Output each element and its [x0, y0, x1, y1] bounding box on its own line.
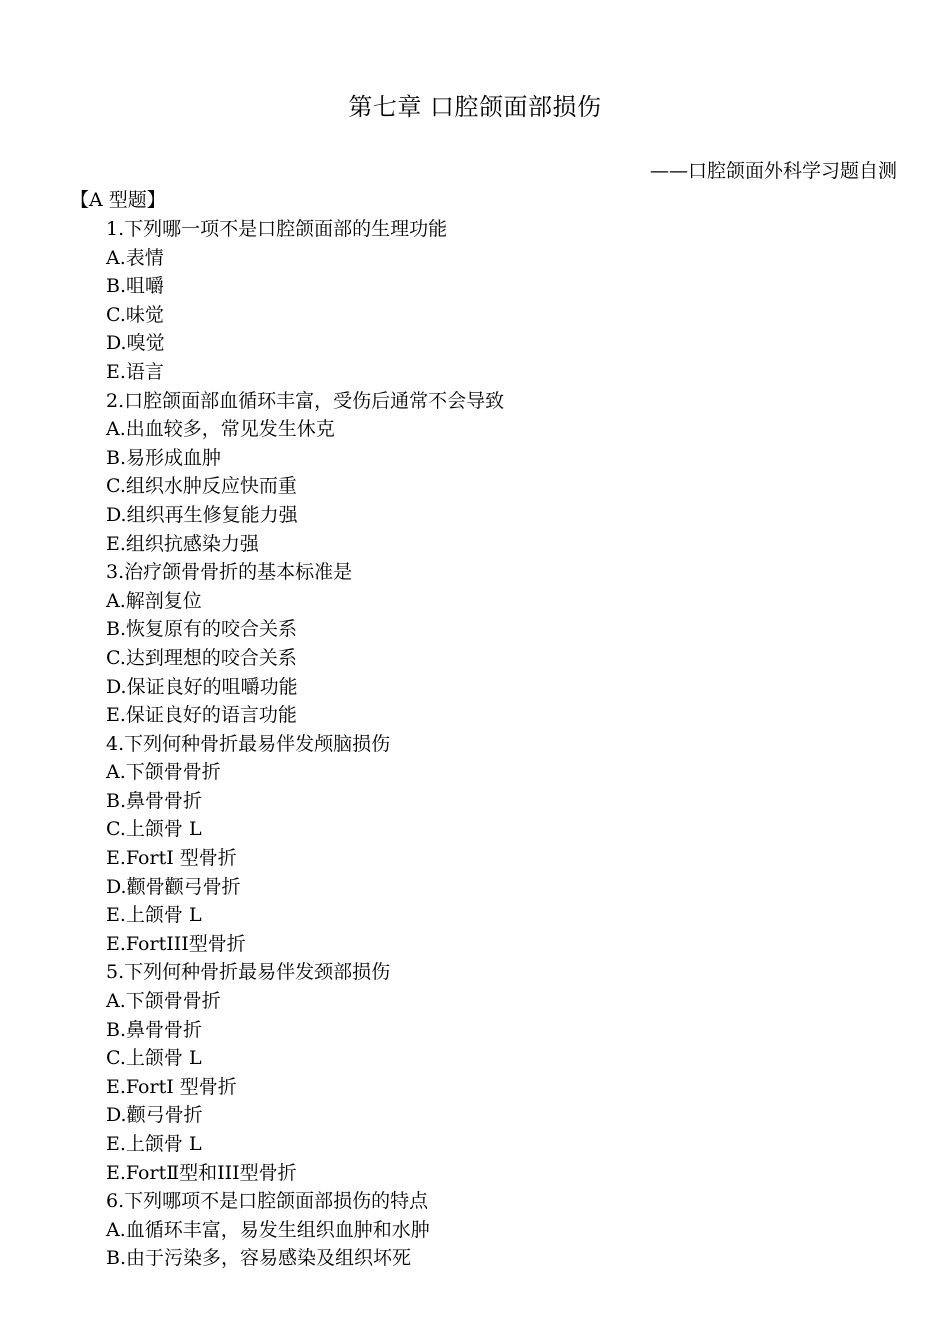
- question-stem: 6.下列哪项不是口腔颌面部损伤的特点: [106, 1190, 429, 1213]
- answer-option: E.FortI 型骨折: [106, 1075, 237, 1098]
- answer-option: E.FortIII型骨折: [106, 932, 246, 955]
- answer-option: C.组织水肿反应快而重: [106, 475, 297, 498]
- question-stem: 4.下列何种骨折最易伴发颅脑损伤: [106, 732, 391, 755]
- answer-option: E.FortI 型骨折: [106, 847, 237, 870]
- document-subtitle: ——口腔颌面外科学习题自测: [649, 160, 897, 182]
- answer-option: A.表情: [106, 246, 164, 269]
- answer-option: C.上颌骨 L: [106, 818, 202, 841]
- answer-option: B.咀嚼: [106, 275, 165, 298]
- answer-option: A.下颌骨骨折: [106, 990, 221, 1013]
- answer-option: A.出血较多，常见发生休克: [106, 418, 335, 441]
- answer-option: D.颧弓骨折: [106, 1104, 203, 1127]
- answer-option: E.组织抗感染力强: [106, 532, 259, 555]
- answer-option: A.血循环丰富，易发生组织血肿和水肿: [106, 1218, 430, 1241]
- question-stem: 3.治疗颌骨骨折的基本标准是: [106, 561, 353, 584]
- answer-option: E.FortⅡ型和III型骨折: [106, 1161, 297, 1184]
- question-stem: 1.下列哪一项不是口腔颌面部的生理功能: [106, 218, 448, 240]
- answer-option: E.上颌骨 L: [106, 904, 202, 927]
- chapter-title: 第七章 口腔颌面部损伤: [348, 93, 602, 121]
- answer-option: C.上颌骨 L: [106, 1047, 202, 1070]
- answer-option: C.味觉: [106, 303, 164, 326]
- answer-option: B.恢复原有的咬合关系: [106, 618, 298, 641]
- answer-option: A.解剖复位: [106, 589, 202, 612]
- section-heading: 【A 型题】: [70, 189, 166, 211]
- answer-option: B.鼻骨骨折: [106, 1018, 203, 1041]
- answer-option: E.语言: [106, 360, 164, 383]
- answer-option: E.保证良好的语言功能: [106, 704, 297, 727]
- answer-option: E.上颌骨 L: [106, 1133, 202, 1155]
- answer-option: B.由于污染多，容易感染及组织坏死: [106, 1247, 412, 1270]
- answer-option: A.下颌骨骨折: [106, 761, 221, 784]
- question-stem: 5.下列何种骨折最易伴发颈部损伤: [106, 961, 391, 984]
- answer-option: D.颧骨颧弓骨折: [106, 875, 241, 898]
- answer-option: D.保证良好的咀嚼功能: [106, 675, 298, 698]
- question-list: [106, 215, 906, 1273]
- answer-option: D.嗅觉: [106, 332, 165, 355]
- answer-option: B.鼻骨骨折: [106, 789, 203, 812]
- answer-option: C.达到理想的咬合关系: [106, 646, 297, 669]
- answer-option: D.组织再生修复能力强: [106, 503, 298, 526]
- question-stem: 2.口腔颌面部血循环丰富，受伤后通常不会导致: [106, 389, 505, 412]
- answer-option: B.易形成血肿: [106, 446, 222, 469]
